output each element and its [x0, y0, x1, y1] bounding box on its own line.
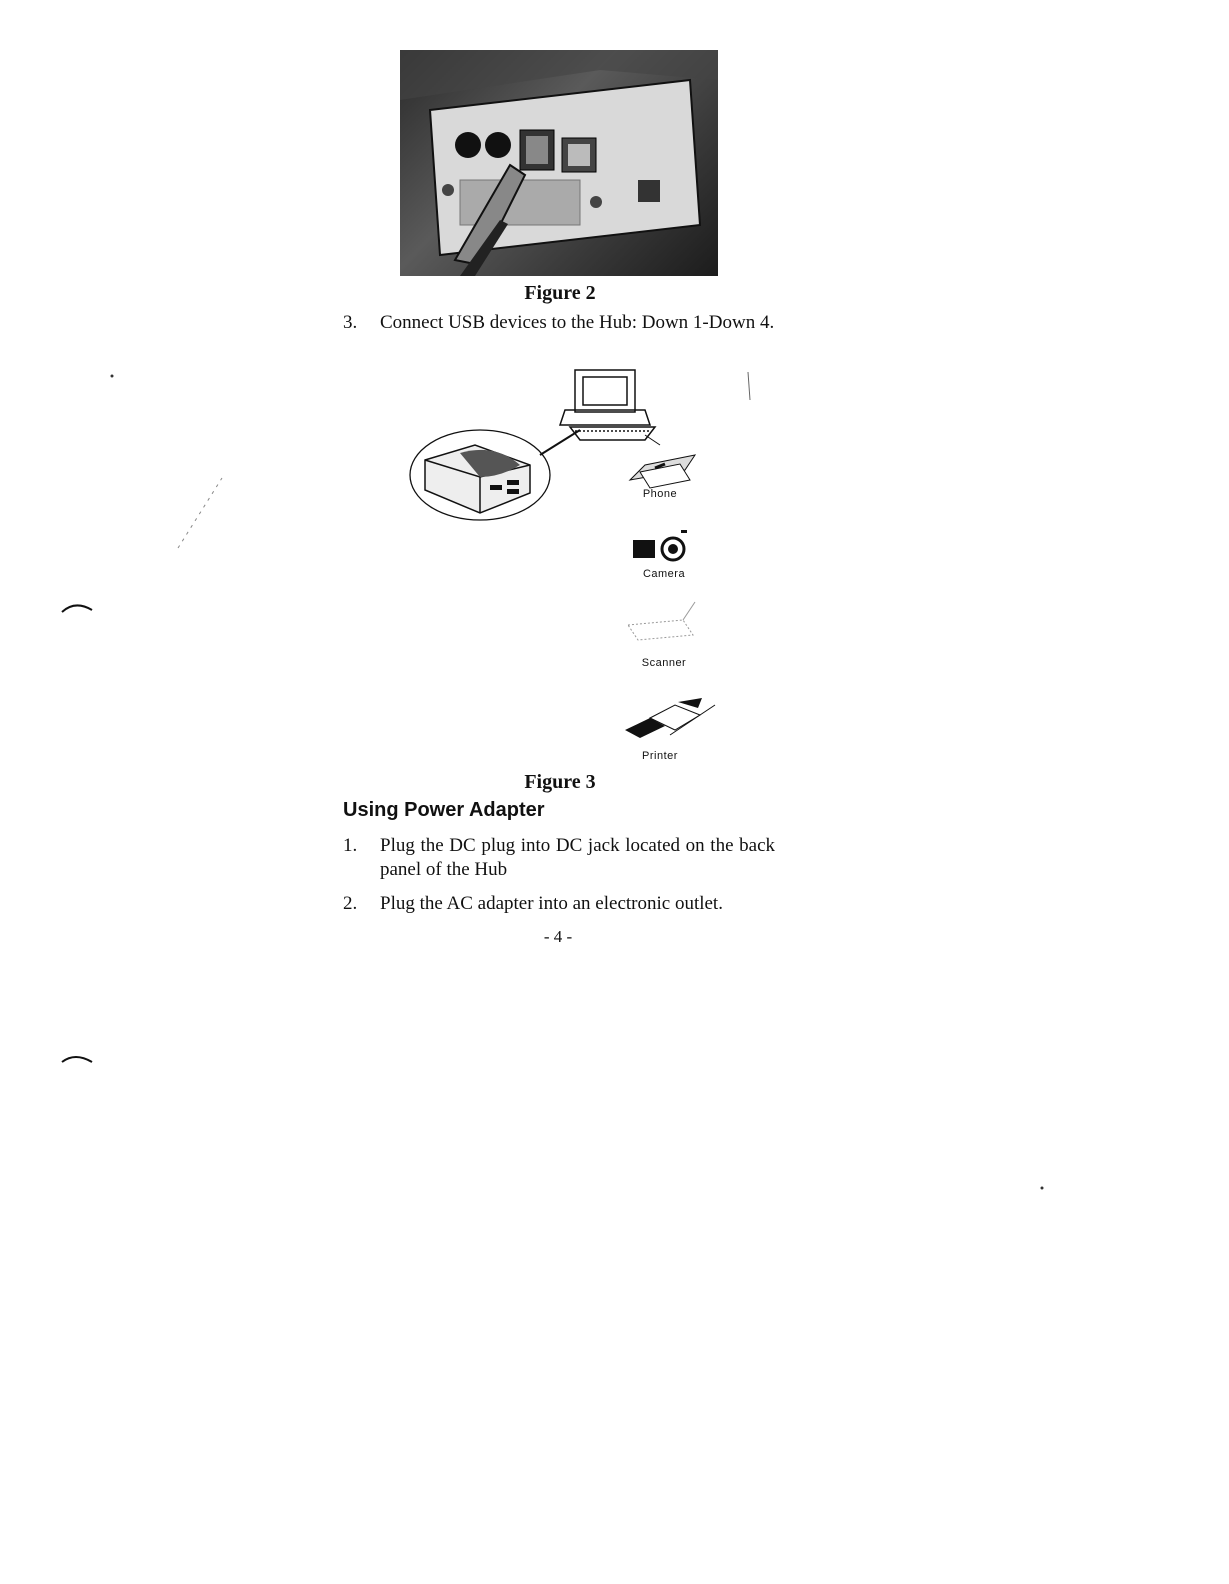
- step-number: 1.: [343, 835, 358, 856]
- figure-2-caption: Figure 2: [524, 282, 596, 304]
- step-text: Plug the DC plug into DC jack located on the back panel of the Hub: [380, 835, 775, 880]
- device-label-scanner: Scanner: [641, 657, 687, 669]
- section-heading: Using Power Adapter: [343, 799, 545, 821]
- step-text: Plug the AC adapter into an electronic outlet.: [380, 893, 723, 914]
- device-label-camera: Camera: [642, 568, 686, 580]
- step-number: 2.: [343, 893, 358, 914]
- figure-3-caption: Figure 3: [524, 771, 596, 793]
- device-label-phone: Phone: [642, 488, 678, 500]
- page-number: - 4 -: [543, 927, 573, 946]
- device-label-printer: Printer: [642, 750, 678, 762]
- step-number: 3.: [343, 312, 358, 333]
- step-text: Connect USB devices to the Hub: Down 1-Down 4.: [380, 312, 775, 333]
